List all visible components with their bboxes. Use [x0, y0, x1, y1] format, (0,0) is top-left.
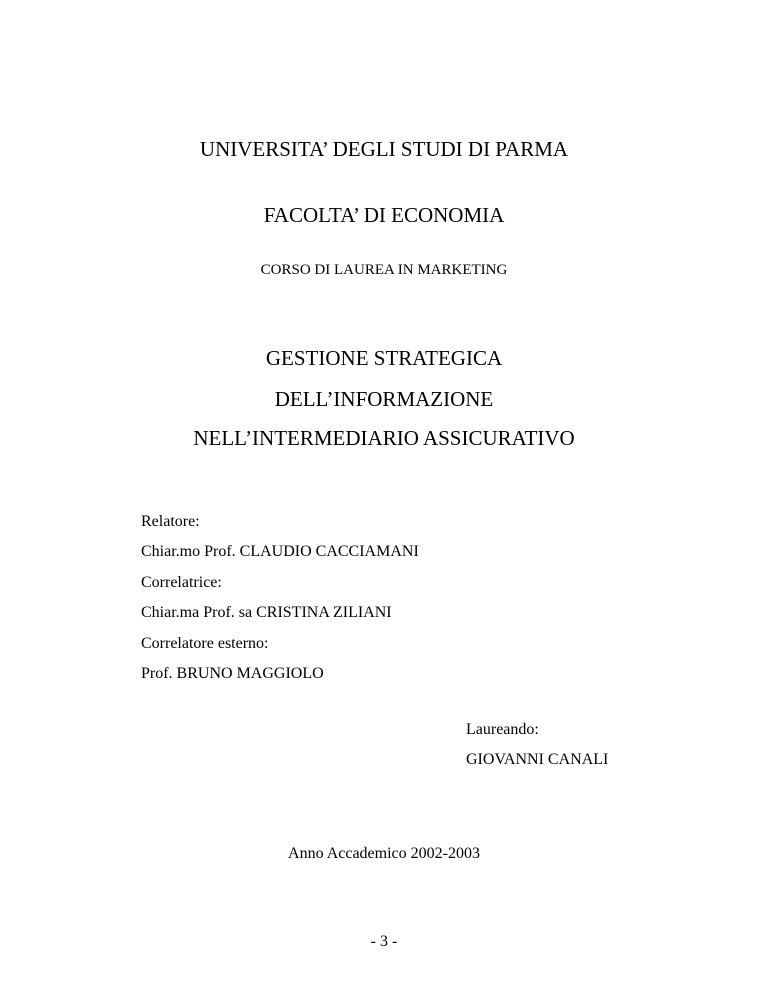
candidate-label: Laureando:	[466, 721, 539, 738]
thesis-title-line-2: DELL’INFORMAZIONE	[274, 387, 494, 411]
thesis-title-line-3: NELL’INTERMEDIARIO ASSICURATIVO	[193, 426, 575, 450]
academic-year: Anno Accademico 2002-2003	[288, 845, 480, 862]
correlatore-esterno-label: Correlatore esterno:	[141, 635, 269, 652]
correlatrice-name: Chiar.ma Prof. sa CRISTINA ZILIANI	[141, 604, 392, 621]
relatore-label: Relatore:	[141, 513, 200, 530]
page-number: - 3 -	[370, 933, 398, 950]
thesis-title-line-1: GESTIONE STRATEGICA	[265, 346, 503, 370]
university-name: UNIVERSITA’ DEGLI STUDI DI PARMA	[199, 137, 569, 161]
correlatore-esterno-name: Prof. BRUNO MAGGIOLO	[141, 665, 324, 682]
candidate-name: GIOVANNI CANALI	[466, 751, 609, 768]
relatore-name: Chiar.mo Prof. CLAUDIO CACCIAMANI	[141, 543, 419, 560]
course-name: CORSO DI LAUREA IN MARKETING	[260, 262, 508, 278]
correlatrice-label: Correlatrice:	[141, 574, 222, 591]
faculty-name: FACOLTA’ DI ECONOMIA	[263, 203, 505, 227]
